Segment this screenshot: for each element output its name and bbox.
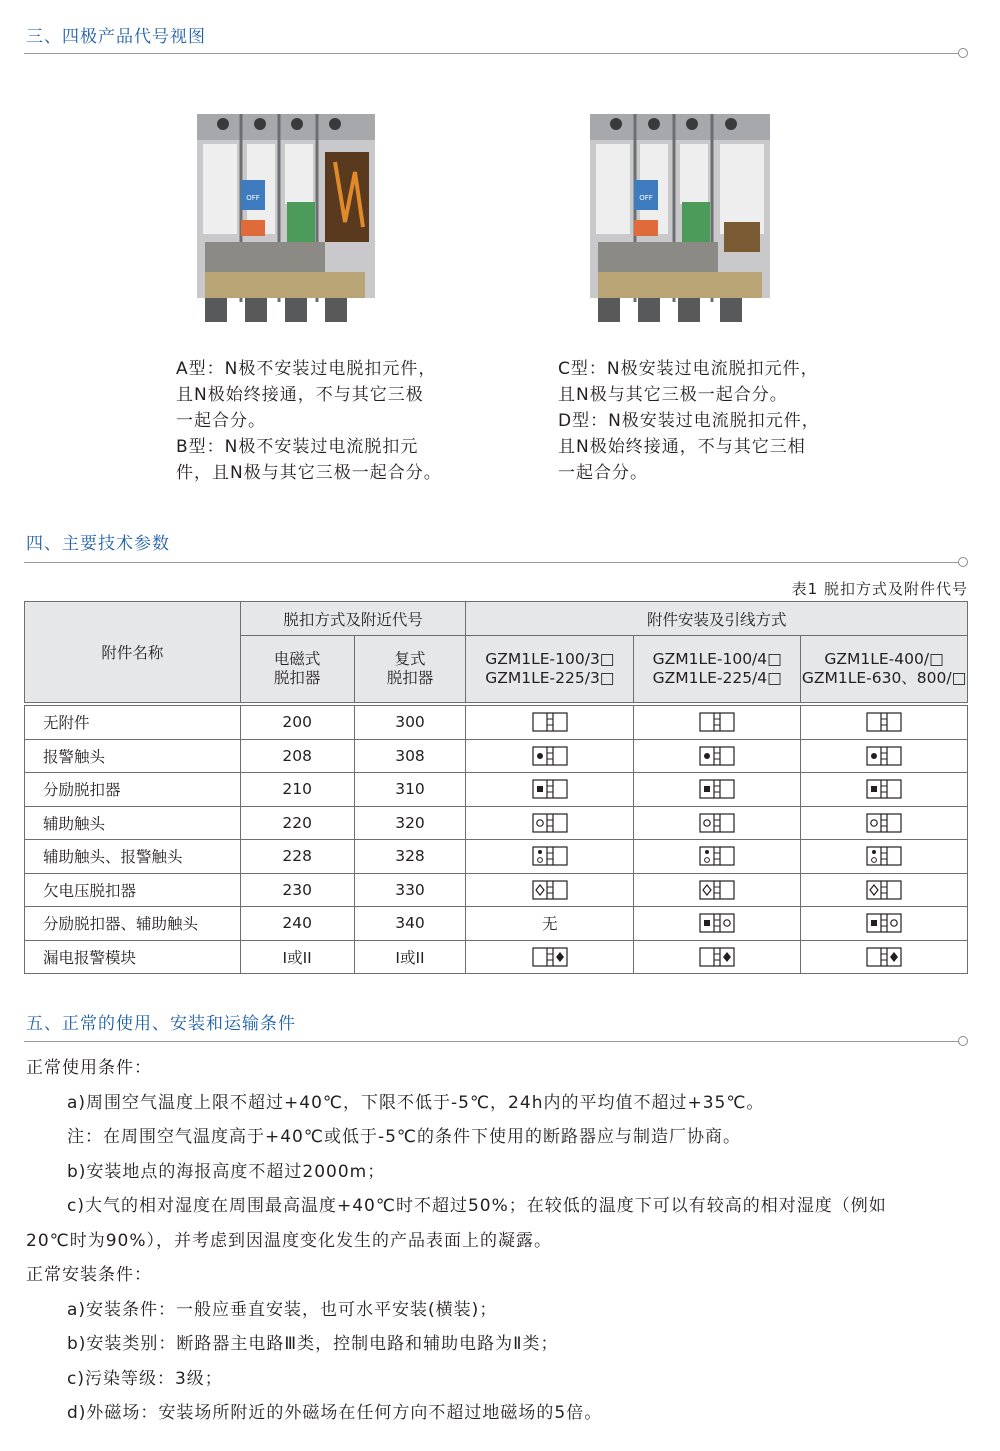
accessory-symbol-icon: [699, 779, 735, 799]
accessory-symbol-icon: [699, 813, 735, 833]
accessory-symbol-icon: [699, 947, 735, 967]
header-release-code: 脱扣方式及附近代号: [240, 602, 466, 636]
compound-code-cell: 328: [354, 840, 466, 874]
paragraph: d)外磁场：安装场所附近的外磁场在任何方向不超过地磁场的5倍。: [67, 1403, 603, 1423]
compound-code-cell: 300: [354, 706, 466, 740]
desc-line: D型：N极安装过电流脱扣元件，: [558, 411, 820, 431]
paragraph: a)周围空气温度上限不超过+40℃，下限不低于-5℃，24h内的平均值不超过+35℃。: [67, 1092, 765, 1113]
desc-line: 且N极始终接通，不与其它三相: [558, 437, 806, 457]
accessory-symbol-icon: [532, 846, 568, 866]
section3-rule-dot: [958, 48, 968, 58]
desc-line: A型：N极不安装过电脱扣元件，: [176, 359, 437, 379]
symbol-cell: [634, 739, 801, 773]
accessory-name-cell: 分励脱扣器: [25, 773, 241, 807]
accessory-symbol-icon: [699, 746, 735, 766]
accessory-name-cell: 分励脱扣器、辅助触头: [25, 907, 241, 941]
header-line: GZM1LE-100/4□: [652, 650, 782, 668]
accessory-symbol-icon: [866, 779, 902, 799]
off-label-c: OFF: [639, 194, 653, 202]
symbol-cell: [634, 907, 801, 941]
off-label-a: OFF: [246, 194, 260, 202]
accessory-symbol-icon: [699, 846, 735, 866]
header-line: 脱扣器: [386, 669, 434, 687]
accessory-name-cell: 报警触头: [25, 739, 241, 773]
paragraph: c)大气的相对湿度在周围最高温度+40℃时不超过50%；在较低的温度下可以有较高的相对湿度（例如: [67, 1196, 887, 1216]
desc-line: 一起合分。: [176, 411, 266, 431]
electromagnetic-code-cell: 240: [240, 907, 354, 941]
right-description: [558, 356, 820, 486]
header-line: 电磁式: [273, 650, 321, 668]
accessory-symbol-icon: [866, 947, 902, 967]
table-row: [25, 940, 968, 974]
header-model-1: [466, 636, 634, 703]
symbol-cell: [466, 873, 634, 907]
symbol-cell: [634, 706, 801, 740]
paragraph: c)污染等级：3级；: [67, 1368, 223, 1389]
accessory-name-cell: 漏电报警模块: [25, 940, 241, 974]
compound-code-cell: 308: [354, 739, 466, 773]
header-line: GZM1LE-225/4□: [652, 669, 782, 687]
symbol-cell: [634, 940, 801, 974]
breaker-photo-a: [195, 112, 377, 326]
accessory-name-cell: 欠电压脱扣器: [25, 873, 241, 907]
table-row: [25, 840, 968, 874]
section3-title: 三、四极产品代号视图: [26, 27, 206, 47]
section5-title: 五、正常的使用、安装和运输条件: [26, 1014, 296, 1034]
header-line: GZM1LE-100/3□: [485, 650, 615, 668]
header-accessory-name: 附件名称: [25, 602, 241, 703]
accessory-symbol-icon: [532, 712, 568, 732]
symbol-cell: [801, 773, 968, 807]
accessory-symbol-icon: [532, 779, 568, 799]
electromagnetic-code-cell: 230: [240, 873, 354, 907]
header-compound: [354, 636, 466, 703]
paragraph: b)安装类别：断路器主电路Ⅲ类，控制电路和辅助电路为Ⅱ类；: [67, 1334, 559, 1354]
table-row: [25, 739, 968, 773]
accessory-symbol-icon: [866, 712, 902, 732]
symbol-cell: [466, 940, 634, 974]
breaker-photo-c: [588, 112, 774, 326]
desc-line: 且N极始终接通，不与其它三极: [176, 385, 424, 405]
symbol-cell: [634, 873, 801, 907]
electromagnetic-code-cell: 220: [240, 806, 354, 840]
symbol-cell: [801, 873, 968, 907]
compound-code-cell: 320: [354, 806, 466, 840]
section3-rule: [24, 53, 961, 54]
desc-line: 一起合分。: [558, 463, 648, 483]
desc-line: B型：N极不安装过电流脱扣元: [176, 437, 419, 457]
paragraph: 正常安装条件：: [26, 1265, 152, 1285]
accessory-symbol-icon: [532, 947, 568, 967]
accessory-symbol-icon: [866, 913, 902, 933]
section5-rule-dot: [958, 1036, 968, 1046]
header-line: 复式: [394, 650, 426, 668]
accessory-name-cell: 无附件: [25, 706, 241, 740]
symbol-cell: [634, 773, 801, 807]
conditions-text: [26, 1051, 966, 1431]
paragraph: 注：在周围空气温度高于+40℃或低于-5℃的条件下使用的断路器应与制造厂协商。: [67, 1127, 742, 1147]
symbol-cell: [634, 840, 801, 874]
electromagnetic-code-cell: 210: [240, 773, 354, 807]
symbol-cell: [634, 806, 801, 840]
symbol-cell: [801, 739, 968, 773]
section5-rule: [24, 1041, 961, 1042]
desc-line: 件，且N极与其它三极一起合分。: [176, 463, 442, 483]
table-row: [25, 706, 968, 740]
header-line: GZM1LE-225/3□: [485, 669, 615, 687]
accessory-symbol-icon: [532, 813, 568, 833]
none-label: 无: [542, 915, 558, 934]
symbol-cell: [466, 739, 634, 773]
paragraph: b)安装地点的海报高度不超过2000m；: [67, 1161, 386, 1182]
accessory-symbol-icon: [866, 880, 902, 900]
header-electromagnetic: [240, 636, 354, 703]
accessory-symbol-icon: [699, 913, 735, 933]
header-installation: 附件安装及引线方式: [466, 602, 968, 636]
electromagnetic-code-cell: 228: [240, 840, 354, 874]
accessory-symbol-icon: [866, 846, 902, 866]
symbol-cell: [466, 806, 634, 840]
accessory-name-cell: 辅助触头: [25, 806, 241, 840]
symbol-cell: [801, 940, 968, 974]
symbol-cell: [466, 907, 634, 941]
table-row: [25, 907, 968, 941]
header-line: 脱扣器: [273, 669, 321, 687]
symbol-cell: [801, 907, 968, 941]
section4-rule-dot: [958, 557, 968, 567]
symbol-cell: [801, 806, 968, 840]
header-model-3: [801, 636, 968, 703]
left-description: [176, 356, 442, 486]
compound-code-cell: 330: [354, 873, 466, 907]
symbol-cell: [466, 840, 634, 874]
desc-line: 且N极与其它三极一起合分。: [558, 385, 788, 405]
compound-code-cell: 310: [354, 773, 466, 807]
paragraph: 正常使用条件：: [26, 1058, 152, 1078]
symbol-cell: [801, 840, 968, 874]
accessory-symbol-icon: [699, 880, 735, 900]
compound-code-cell: 340: [354, 907, 466, 941]
accessory-name-cell: 辅助触头、报警触头: [25, 840, 241, 874]
symbol-cell: [801, 706, 968, 740]
accessory-symbol-icon: [532, 880, 568, 900]
header-line: GZM1LE-630、800/□: [801, 669, 967, 687]
section4-rule: [24, 562, 961, 563]
compound-code-cell: I或II: [354, 940, 466, 974]
symbol-cell: [466, 706, 634, 740]
header-model-2: [634, 636, 801, 703]
table-row: [25, 873, 968, 907]
electromagnetic-code-cell: 208: [240, 739, 354, 773]
accessory-code-table: [24, 601, 968, 974]
table-body: [25, 703, 968, 974]
header-line: GZM1LE-400/□: [824, 650, 944, 668]
accessory-symbol-icon: [866, 813, 902, 833]
table-row: [25, 806, 968, 840]
accessory-symbol-icon: [532, 746, 568, 766]
table-row: [25, 773, 968, 807]
desc-line: C型：N极安装过电流脱扣元件，: [558, 359, 819, 379]
electromagnetic-code-cell: 200: [240, 706, 354, 740]
symbol-cell: [466, 773, 634, 807]
paragraph: 20℃时为90%），并考虑到因温度变化发生的产品表面上的凝露。: [26, 1230, 553, 1251]
table-caption: 表1 脱扣方式及附件代号: [791, 580, 968, 598]
accessory-symbol-icon: [699, 712, 735, 732]
section4-title: 四、主要技术参数: [26, 534, 170, 554]
paragraph: a)安装条件：一般应垂直安装，也可水平安装(横装)；: [67, 1299, 498, 1320]
accessory-symbol-icon: [866, 746, 902, 766]
electromagnetic-code-cell: I或II: [240, 940, 354, 974]
